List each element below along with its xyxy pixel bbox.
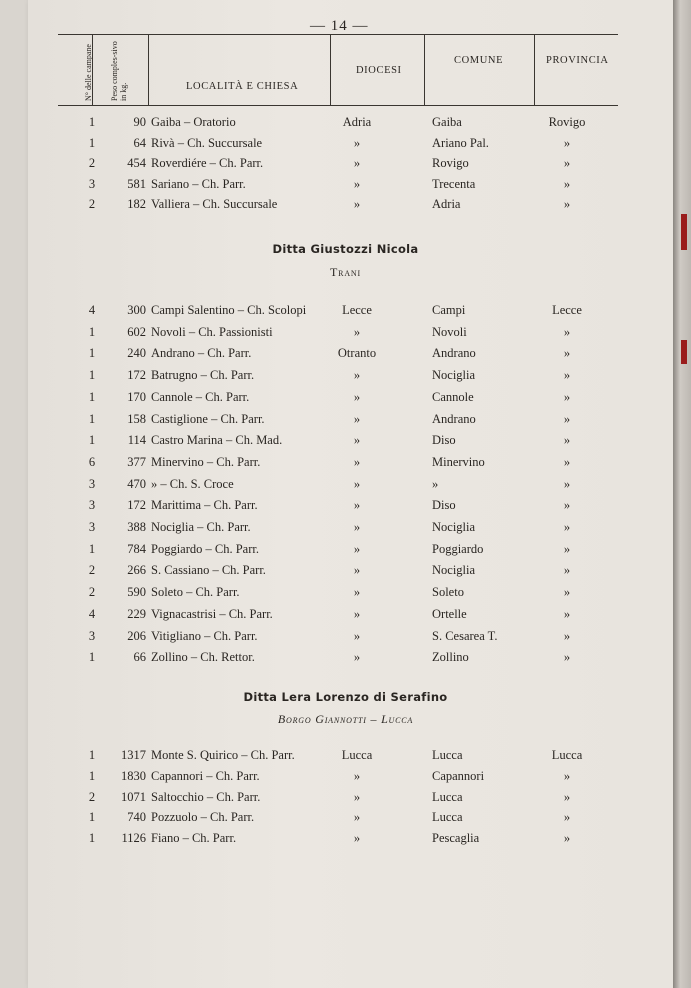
table-row	[0, 831, 691, 851]
weight-kg-cell: 240	[127, 346, 146, 361]
province-cell: »	[563, 135, 571, 150]
province-cell: »	[563, 411, 571, 426]
location-church-cell: Castro Marina – Ch. Mad.	[151, 433, 283, 448]
bell-count-cell: 1	[88, 115, 96, 129]
table-row	[0, 177, 691, 197]
province-cell: »	[563, 346, 571, 361]
bell-count-cell: 3	[88, 498, 96, 513]
diocese-cell: »	[353, 156, 361, 170]
location-church-cell: Sariano – Ch. Parr.	[151, 176, 246, 191]
province-cell: »	[563, 789, 571, 804]
table-row	[0, 542, 691, 562]
location-church-cell: Capannori – Ch. Parr.	[151, 768, 260, 783]
bell-count-cell: 1	[88, 810, 96, 825]
diocese-cell: »	[353, 606, 361, 621]
comune-cell: Pescaglia	[432, 831, 480, 846]
location-church-cell: Batrugno – Ch. Parr.	[151, 368, 255, 383]
location-church-cell: Rivà – Ch. Succursale	[151, 135, 263, 150]
section-title-giustozzi: Ditta Giustozzi Nicola	[272, 242, 419, 256]
location-church-cell: Valliera – Ch. Succursale	[151, 197, 278, 211]
comune-cell: Ortelle	[432, 606, 467, 621]
bell-count-cell: 1	[88, 650, 96, 665]
weight-kg-cell: 66	[133, 650, 146, 665]
province-cell: »	[563, 498, 571, 513]
comune-cell: S. Cesarea T.	[432, 628, 498, 643]
bell-count-cell: 1	[88, 135, 96, 150]
location-church-cell: Gaiba – Oratorio	[151, 115, 236, 129]
comune-cell: Minervino	[432, 454, 485, 469]
diocese-cell: »	[353, 411, 361, 426]
table-row	[0, 629, 691, 649]
location-church-cell: Saltocchio – Ch. Parr.	[151, 789, 261, 804]
bell-count-cell: 2	[88, 789, 96, 804]
weight-kg-cell: 1126	[121, 831, 146, 846]
bell-count-cell: 2	[88, 156, 96, 170]
location-church-cell: S. Cassiano – Ch. Parr.	[151, 563, 266, 578]
comune-cell: Diso	[432, 498, 456, 513]
diocese-cell: »	[353, 368, 361, 383]
province-cell: »	[563, 606, 571, 621]
section-subtitle-trani: Trani	[330, 265, 361, 279]
province-cell: »	[563, 324, 571, 339]
province-cell: Lecce	[552, 303, 582, 317]
table-row	[0, 607, 691, 627]
comune-cell: Cannole	[432, 389, 474, 404]
weight-kg-cell: 158	[127, 411, 146, 426]
bell-count-cell: 2	[88, 197, 96, 211]
diocese-cell: Lecce	[342, 303, 372, 317]
comune-cell: Diso	[432, 433, 456, 448]
diocese-cell: »	[353, 520, 361, 534]
table-row	[0, 346, 691, 366]
weight-kg-cell: 206	[127, 628, 146, 643]
comune-cell: Lucca	[432, 789, 463, 804]
table-row	[0, 498, 691, 518]
location-church-cell: Cannole – Ch. Parr.	[151, 389, 250, 404]
diocese-cell: »	[353, 197, 361, 211]
weight-kg-cell: 229	[127, 606, 146, 621]
location-church-cell: Roverdiére – Ch. Parr.	[151, 156, 264, 170]
bell-count-cell: 1	[88, 368, 96, 383]
location-church-cell: Minervino – Ch. Parr.	[151, 454, 261, 469]
location-church-cell: Zollino – Ch. Rettor.	[151, 650, 255, 665]
bell-count-cell: 2	[88, 585, 96, 600]
location-church-cell: Soleto – Ch. Parr.	[151, 585, 240, 600]
bell-count-cell: 1	[88, 411, 96, 426]
province-cell: Rovigo	[548, 115, 586, 129]
province-cell: »	[563, 197, 571, 211]
diocese-cell: »	[353, 389, 361, 404]
bell-count-cell: 6	[88, 454, 96, 469]
province-cell: »	[563, 831, 571, 846]
location-church-cell: Nociglia – Ch. Parr.	[151, 520, 251, 534]
section-subtitle-lucca: Borgo Giannotti – Lucca	[277, 712, 414, 726]
comune-cell: Gaiba	[432, 115, 462, 129]
bell-count-cell: 3	[88, 476, 96, 491]
table-row	[0, 136, 691, 156]
bell-count-cell: 3	[88, 628, 96, 643]
weight-kg-cell: 1071	[121, 789, 146, 804]
weight-kg-cell: 266	[127, 563, 146, 578]
diocese-cell: »	[353, 135, 361, 150]
bell-count-cell: 1	[88, 346, 96, 361]
location-church-cell: Novoli – Ch. Passionisti	[151, 324, 273, 339]
diocese-cell: »	[353, 650, 361, 665]
page-number: — 14 —	[310, 18, 369, 34]
table-row	[0, 412, 691, 432]
weight-kg-cell: 114	[127, 433, 146, 448]
province-cell: »	[563, 585, 571, 600]
province-cell: »	[563, 156, 571, 170]
comune-cell: Lucca	[432, 810, 463, 825]
comune-cell: Lucca	[432, 748, 463, 762]
comune-cell: Trecenta	[432, 176, 476, 191]
diocese-cell: Otranto	[337, 346, 377, 361]
header-location: LOCALITÀ E CHIESA	[186, 81, 299, 92]
province-cell: »	[563, 520, 571, 534]
diocese-cell: »	[353, 433, 361, 448]
diocese-cell: Lucca	[341, 748, 373, 762]
header-weight: Peso comples-sivo in kg.	[110, 41, 128, 101]
section-title-lera: Ditta Lera Lorenzo di Serafino	[243, 690, 448, 704]
weight-kg-cell: 590	[127, 585, 146, 600]
bell-count-cell: 4	[88, 606, 96, 621]
comune-cell: Soleto	[432, 585, 464, 600]
comune-cell: Zollino	[432, 650, 469, 665]
comune-cell: Andrano	[432, 346, 476, 361]
header-comune: COMUNE	[454, 55, 504, 66]
table-row	[0, 769, 691, 789]
province-cell: »	[563, 476, 571, 491]
province-cell: »	[563, 563, 571, 578]
location-church-cell: Campi Salentino – Ch. Scolopi	[151, 303, 307, 317]
location-church-cell: Vitigliano – Ch. Parr.	[151, 628, 258, 643]
comune-cell: Rovigo	[432, 156, 469, 170]
table-row	[0, 520, 691, 540]
diocese-cell: »	[353, 831, 361, 846]
table-row	[0, 390, 691, 410]
weight-kg-cell: 784	[127, 541, 146, 556]
weight-kg-cell: 172	[127, 368, 146, 383]
comune-cell: Novoli	[432, 324, 467, 339]
location-church-cell: Fiano – Ch. Parr.	[151, 831, 237, 846]
bell-count-cell: 3	[88, 520, 96, 534]
table-row	[0, 303, 691, 323]
bell-count-cell: 1	[88, 748, 96, 762]
location-church-cell: Marittima – Ch. Parr.	[151, 498, 258, 513]
diocese-cell: »	[353, 541, 361, 556]
header-diocese: DIOCESI	[356, 65, 402, 76]
comune-cell: Andrano	[432, 411, 476, 426]
diocese-cell: »	[353, 476, 361, 491]
diocese-cell: »	[353, 585, 361, 600]
bell-count-cell: 1	[88, 768, 96, 783]
table-row	[0, 477, 691, 497]
table-row	[0, 790, 691, 810]
comune-cell: Nociglia	[432, 368, 476, 383]
weight-kg-cell: 454	[127, 156, 146, 170]
weight-kg-cell: 170	[127, 389, 146, 404]
bell-count-cell: 1	[88, 389, 96, 404]
table-row	[0, 563, 691, 583]
bell-count-cell: 1	[88, 433, 96, 448]
province-cell: »	[563, 389, 571, 404]
province-cell: Lucca	[551, 748, 583, 762]
location-church-cell: Monte S. Quirico – Ch. Parr.	[151, 748, 295, 762]
diocese-cell: »	[353, 768, 361, 783]
table-row	[0, 455, 691, 475]
diocese-cell: »	[353, 563, 361, 578]
province-cell: »	[563, 541, 571, 556]
province-cell: »	[563, 650, 571, 665]
header-province: PROVINCIA	[546, 55, 609, 66]
diocese-cell: »	[353, 176, 361, 191]
diocese-cell: »	[353, 498, 361, 513]
province-cell: »	[563, 433, 571, 448]
table-row	[0, 433, 691, 453]
bell-count-cell: 1	[88, 324, 96, 339]
province-cell: »	[563, 454, 571, 469]
table-row	[0, 650, 691, 670]
comune-cell: Adria	[432, 197, 461, 211]
weight-kg-cell: 182	[127, 197, 146, 211]
diocese-cell: Adria	[342, 115, 372, 129]
comune-cell: Campi	[432, 303, 466, 317]
province-cell: »	[563, 176, 571, 191]
weight-kg-cell: 740	[127, 810, 146, 825]
table-row	[0, 810, 691, 830]
diocese-cell: »	[353, 628, 361, 643]
table-row	[0, 585, 691, 605]
bell-count-cell: 2	[88, 563, 96, 578]
diocese-cell: »	[353, 810, 361, 825]
comune-cell: »	[432, 476, 439, 491]
bell-count-cell: 4	[88, 303, 96, 317]
table-row	[0, 156, 691, 176]
weight-kg-cell: 300	[127, 303, 146, 317]
bell-count-cell: 3	[88, 176, 96, 191]
table-row	[0, 325, 691, 345]
weight-kg-cell: 90	[133, 115, 146, 129]
table-row	[0, 748, 691, 768]
weight-kg-cell: 64	[133, 135, 146, 150]
weight-kg-cell: 1830	[121, 768, 146, 783]
bell-count-cell: 1	[88, 541, 96, 556]
weight-kg-cell: 1317	[121, 748, 146, 762]
weight-kg-cell: 602	[127, 324, 146, 339]
province-cell: »	[563, 768, 571, 783]
location-church-cell: Castiglione – Ch. Parr.	[151, 411, 265, 426]
weight-kg-cell: 581	[127, 176, 146, 191]
location-church-cell: Pozzuolo – Ch. Parr.	[151, 810, 255, 825]
comune-cell: Capannori	[432, 768, 485, 783]
header-bell-count: N° delle campane	[84, 44, 93, 101]
comune-cell: Poggiardo	[432, 541, 484, 556]
location-church-cell: » – Ch. S. Croce	[151, 476, 234, 491]
diocese-cell: »	[353, 789, 361, 804]
location-church-cell: Vignacastrisi – Ch. Parr.	[151, 606, 273, 621]
location-church-cell: Poggiardo – Ch. Parr.	[151, 541, 259, 556]
diocese-cell: »	[353, 324, 361, 339]
weight-kg-cell: 377	[127, 454, 146, 469]
province-cell: »	[563, 368, 571, 383]
table-row	[0, 368, 691, 388]
weight-kg-cell: 470	[127, 476, 146, 491]
bell-count-cell: 1	[88, 831, 96, 846]
comune-cell: Nociglia	[432, 563, 476, 578]
comune-cell: Ariano Pal.	[432, 135, 489, 150]
table-header	[58, 34, 618, 106]
table-row	[0, 197, 691, 217]
diocese-cell: »	[353, 454, 361, 469]
province-cell: »	[563, 628, 571, 643]
location-church-cell: Andrano – Ch. Parr.	[151, 346, 252, 361]
table-row	[0, 115, 691, 135]
comune-cell: Nociglia	[432, 520, 476, 534]
weight-kg-cell: 388	[127, 520, 146, 534]
weight-kg-cell: 172	[127, 498, 146, 513]
province-cell: »	[563, 810, 571, 825]
